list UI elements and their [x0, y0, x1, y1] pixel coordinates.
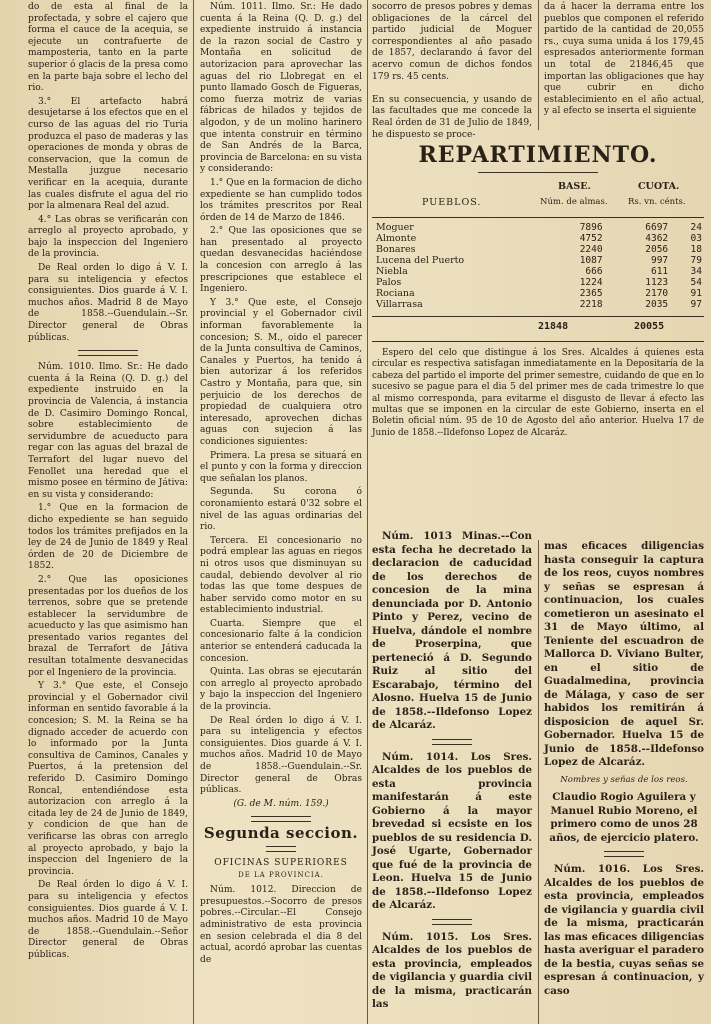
paragraph: Núm. 1014. Los Sres. Alcaldes de los pueblos de esta provincia manifestarán á este Gobierno á la mayor brevedad si ecsiste en los pueblos de su residencia D. José Ugarte, Gobernador que fué de la provincia de Leon. Huelva 15 de Junio de 1858.--Ildefonso Lopez de Alcaráz.: [372, 750, 532, 911]
repartimiento-note: Espero del celo que distingue á los Sres. Alcaldes á quienes esta circular es respectiva satisfagan inmediatamente en la Depositaría de la cabeza del partido el importe del primer semestre, cuidando de que en lo sucesivo se pague para el dia 5 del primer mes de cada trimestre lo que al mismo corresponda, para evitarme el disgusto de llevar á efecto las multas que se imponen en la circular de este Gobierno, inserta en el Boletin oficial núm. 95 de 10 de Agosto del año anterior. Huelva 17 de Junio de 1858.--Ildefonso Lopez de Alcaráz.: [372, 348, 704, 438]
table-row: [372, 233, 704, 244]
cuota-rs-cell: 2056: [645, 244, 669, 255]
pueblo-cell: Rociana: [376, 288, 415, 299]
column-rule: [367, 0, 368, 1024]
cuota-cts-cell: 34: [690, 266, 702, 277]
paragraph: 4.° Las obras se verificarán con arreglo al proyecto aprobado, y bajo la inspeccion del Ingeniero de la provincia.: [28, 214, 188, 260]
cuota-rs-cell: 2035: [645, 299, 669, 310]
offices-subheading: DE LA PROVINCIA.: [238, 870, 324, 879]
totals-row: [372, 321, 704, 335]
paragraph: De Real orden lo digo á V. I. para su inteligencia y efectos consiguientes. Dios guarde á V. I. muchos años. Madrid 8 de Mayo de 1858.--Guendulain.--Sr. Director general de Obras públicas.: [28, 263, 188, 343]
total-base: 21848: [538, 321, 569, 332]
base-cell: 4752: [579, 233, 603, 244]
section-title: Segunda seccion.: [203, 824, 359, 843]
table-row: [372, 255, 704, 266]
base-cell: 1087: [579, 255, 603, 266]
paragraph: 3.° El artefacto habrá desujetarse á los efectos que en el curso de las aguas del rio Turia produzca el paso de maderas y las operaciones de monda y obras de conservacion, que la comun de Mestalla juzgue necesario verificar en la acequia, durante las cuales disfrute el agua del rio por la almenara Real del azud.: [28, 96, 188, 212]
paragraph: Cuarta. Siempre que el concesionario falte á la condicion anterior se entenderá caducada la concesion.: [200, 618, 362, 664]
paragraph: mas eficaces diligencias hasta conseguir la captura de los reos, cuyos nombres y señas se espresan á continuacion, los cuales cometieron un asesinato el 31 de Mayo último, al Teniente del escuadron de Mallorca D. Viviano Bulter, en el sitio de Guadalmedina, provincia de Málaga, y caso de ser habidos los remitirán á disposicion de aquel Sr. Gobernador. Huelva 15 de Junio de 1858.--Ildefonso Lopez de Alcaráz.: [544, 540, 704, 768]
col-header-cuota: CUOTA.: [638, 181, 680, 192]
separator-rule: [251, 816, 311, 822]
paragraph: Núm. 1013 Minas.--Con esta fecha he decretado la declaracion de caducidad de los derechos de concesion de la mina denunciada por D. Antonio Pinto y Perez, vecino de Huelva, dándole el nombre de Proserpina, que perteneció á D. Segundo Ruiz al sitio del Escarabajo, término del Alosno. Huelva 15 de Junio de 1858.--Ildefonso Lopez de Alcaráz.: [372, 530, 532, 731]
separator-rule: [78, 350, 138, 356]
paragraph: socorro de presos pobres y demas obligaciones de la cárcel del partido judicial de Moguer correspondientes al año pasado de 1857, declarando á favor del acervo comun de dichos fondos 179 rs. 45 cents. En su consecuencia, y usando de las facultades que me concede la Real órden de 31 de Julio de 1849, he dispuesto se proce-: [372, 2, 532, 140]
table-header: [372, 181, 704, 217]
paragraph: Tercera. El concesionario no podrá emplear las aguas en riegos ni otros usos que disminuyan su caudal, debiendo devolver al rio todas las que tome despues de haber servido como motor en su establecimiento industrial.: [200, 535, 362, 616]
paragraph: De Real órden lo digo á V. I. para su inteligencia y efectos consiguientes. Dios guarde á V. I. muchos años. Madrid 10 de Mayo de 1858.--Guendulain.--Sr. Director general de Obras públicas.: [200, 715, 362, 796]
column-4-bottom: [544, 540, 704, 1024]
paragraph: 2.° Que las oposiciones que se han presentado al proyecto quedan desvanecidas haciéndose la concesion con arreglo á las prescripciones que establece el Ingeniero.: [200, 226, 362, 295]
base-cell: 1224: [579, 277, 603, 288]
separator-rule: [432, 739, 472, 745]
paragraph: Núm. 1012. Direccion de presupuestos.--Socorro de presos pobres.--Circular.--El Consejo administrativo de esta provincia en sesion celebrada el dia 8 del actual, acordó aprobar las cuentas de: [200, 885, 362, 965]
header-rule: [372, 217, 704, 218]
title-underline: [478, 172, 598, 175]
paragraph: Núm. 1010. Ilmo. Sr.: He dado cuenta á la Reina (Q. D. g.) del expediente instruido en la provincia de Valencia, á instancia de D. Casimiro Domingo Roncal, sobre establecimiento de servidumbre de acueducto para regar con las aguas del brazal de Terrafort del lugar nuevo del Fenollet una heredad que el mismo posee en término de Játiva: en su vista y considerando:: [28, 362, 188, 500]
cuota-cts-cell: 24: [690, 222, 702, 233]
base-cell: 2218: [579, 299, 603, 310]
table-row: [372, 277, 704, 288]
pueblo-cell: Almonte: [376, 233, 417, 244]
total-bottom-rule: [372, 341, 704, 342]
repartimiento-block: [372, 142, 704, 439]
paragraph: Quinta. Las obras se ejecutarán con arreglo al proyecto aprobado y bajo la inspeccion del Ingeniero de la provincia.: [200, 667, 362, 713]
cuota-rs-cell: 6697: [645, 222, 669, 233]
names-title: Nombres y señas de los reos.: [560, 774, 688, 785]
separator-rule: [432, 919, 472, 925]
paragraph: 1.° Que en la formacion de dicho expediente se han cumplido todos los trámites prescritos por Real órden de 14 de Marzo de 1846.: [200, 177, 362, 223]
paragraph: Y 3.° Que este, el Consejo provincial y el Gobernador civil informan en sentido favorable á la concesion; S. M. la Reina se ha dignado acceder de acuerdo con lo informado por la Junta consultiva de Caminos, Canales y Puertos, á la pretension del referido D. Casimiro Domingo Roncal, entendiéndose esta autorizacion con arreglo á la citada ley de 24 de Junio de 1849, y condicion de que han de verificarse las obras con arreglo al proyecto aprobado, y bajo la inspeccion del Ingeniero de la provincia.: [28, 681, 188, 877]
table-row: [372, 266, 704, 277]
paragraph: Núm. 1015. Los Sres. Alcaldes de los pueblos de esta provincia, empleados de vigilancia y guardia civil de la misma, practicarán las: [372, 930, 532, 1010]
cuota-rs-cell: 2170: [645, 288, 669, 299]
paragraph: Primera. La presa se situará en el punto y con la forma y direccion que señalan los planos.: [200, 450, 362, 484]
paragraph: Núm. 1016. Los Sres. Alcaldes de los pueblos de esta provincia, empleados de vigilancia y guardia civil de la misma, practicarán las mas eficaces diligencias hasta averiguar el paradero de la bestia, cuyas señas se espresan á continuacion, y caso: [544, 863, 704, 997]
total-cuota: 20055: [634, 321, 665, 332]
col-header-cuota-sub: Rs. vn. cénts.: [628, 197, 686, 207]
pueblo-cell: Palos: [376, 277, 402, 288]
repartimiento-table: [372, 222, 704, 310]
cuota-cts-cell: 18: [690, 244, 702, 255]
base-cell: 2365: [579, 288, 603, 299]
cuota-cts-cell: 79: [690, 255, 702, 266]
paragraph: Y 3.° Que este, el Consejo provincial y el Gobernador civil informan favorablemente la concesion; S. M., oido el parecer de la Junta consultiva de Caminos, Canales y Puertos, ha tenido á bien autorizar á los referidos Castro y Montaña, para que, sin perjuicio de los derechos de propiedad de cualquiera otro interesado, aprovechen dichas aguas con sujecion á las condiciones siguientes:: [200, 297, 362, 447]
column-rule: [538, 540, 539, 1024]
paragraph: do de esta al final de la profectada, y sobre el cajero que forma el cauce de la acequia, se ejecute un contrafuerte de mamposteria, tanto en la parte superior ó glacis de la presa como en la parte baja sobre el lecho del rio.: [28, 2, 188, 94]
cuota-cts-cell: 03: [690, 233, 702, 244]
cuota-cts-cell: 97: [690, 299, 702, 310]
pueblo-cell: Bonares: [376, 244, 416, 255]
separator-rule: [266, 846, 296, 852]
base-cell: 666: [585, 266, 603, 277]
cuota-rs-cell: 997: [650, 255, 669, 266]
column-3-bottom: [372, 530, 532, 1024]
cuota-cts-cell: 91: [690, 288, 702, 299]
paragraph: da á hacer la derrama entre los pueblos que componen el referido partido de la cantidad de 20,055 rs., cuya suma unida á los 179,45 espresados anteriormente forman un total de 21846,45 que importan las obligaciones que hay que cubrir en dicho establecimiento en el año actual, y al efecto se inserta el siguiente: [544, 2, 704, 117]
table-row: [372, 244, 704, 255]
col-header-base: BASE.: [558, 181, 591, 192]
table-row: [372, 288, 704, 299]
table-row: [372, 222, 704, 233]
column-4-top: [544, 2, 704, 134]
col-header-base-sub: Núm. de almas.: [540, 197, 608, 207]
column-rule: [538, 0, 539, 130]
paragraph: Segunda. Su corona ó coronamiento estará 0'32 sobre el nivel de las aguas ordinarias del rio.: [200, 487, 362, 533]
cuota-cts-cell: 54: [690, 277, 702, 288]
paragraph: 1.° Que en la formacion de dicho expediente se han seguido todos los trámites prefijados en la ley de 24 de Junio de 1849 y Real órden de 20 de Diciembre de 1852.: [28, 503, 188, 572]
paragraph: 2.° Que las oposiciones presentadas por los dueños de los terrenos, sobre que se pretende establecer la servidumbre de acueducto y las que asimismo han presentado varios regantes del brazal de Terrafort de Játiva resultan totalmente desvanecidas por el Ingeniero de la provincia.: [28, 574, 188, 678]
names-paragraph: Claudio Rogio Aguilera y Manuel Rubio Moreno, el primero como de unos 28 años, de ejercicio platero.: [549, 791, 699, 844]
cuota-rs-cell: 4362: [645, 233, 669, 244]
column-1: [28, 2, 188, 1024]
table-row: [372, 299, 704, 310]
column-rule: [193, 0, 194, 1024]
total-rule: [372, 316, 704, 317]
base-cell: 2240: [579, 244, 603, 255]
separator-rule: [604, 851, 644, 857]
pueblo-cell: Lucena del Puerto: [376, 255, 465, 266]
pueblo-cell: Niebla: [376, 266, 408, 277]
pueblo-cell: Moguer: [376, 222, 414, 233]
col-header-pueblos: PUEBLOS.: [422, 197, 482, 208]
repartimiento-title: REPARTIMIENTO.: [418, 142, 658, 168]
pueblo-cell: Villarrasa: [376, 299, 423, 310]
paragraph: De Real órden lo digo á V. I. para su inteligencia y efectos consiguientes. Dios guarde á V. I. muchos años. Madrid 10 de Mayo de 1858.--Guendulain.--Señor Director general de Obras públicas.: [28, 880, 188, 960]
cuota-rs-cell: 1123: [645, 277, 669, 288]
paragraph: Núm. 1011. Ilmo. Sr.: He dado cuenta á la Reina (Q. D. g.) del expediente instruido á instancia de la razon social de Castro y Montaña en solicitud de autorizacion para aprovechar las aguas del rio Llobregat en el punto llamado Gosch de Figueras, como fuerza motriz de varias fábricas de hilados y tejidos de algodon, y de un molino harinero que intenta construir en término de San Andrés de la Barca, provincia de Barcelona: en su vista y considerando:: [200, 2, 362, 175]
signature: (G. de M. núm. 159.): [233, 798, 329, 809]
offices-heading: OFICINAS SUPERIORES: [214, 857, 348, 868]
base-cell: 7896: [579, 222, 603, 233]
cuota-rs-cell: 611: [650, 266, 669, 277]
column-2: [200, 2, 362, 1024]
column-3-top: [372, 2, 532, 140]
